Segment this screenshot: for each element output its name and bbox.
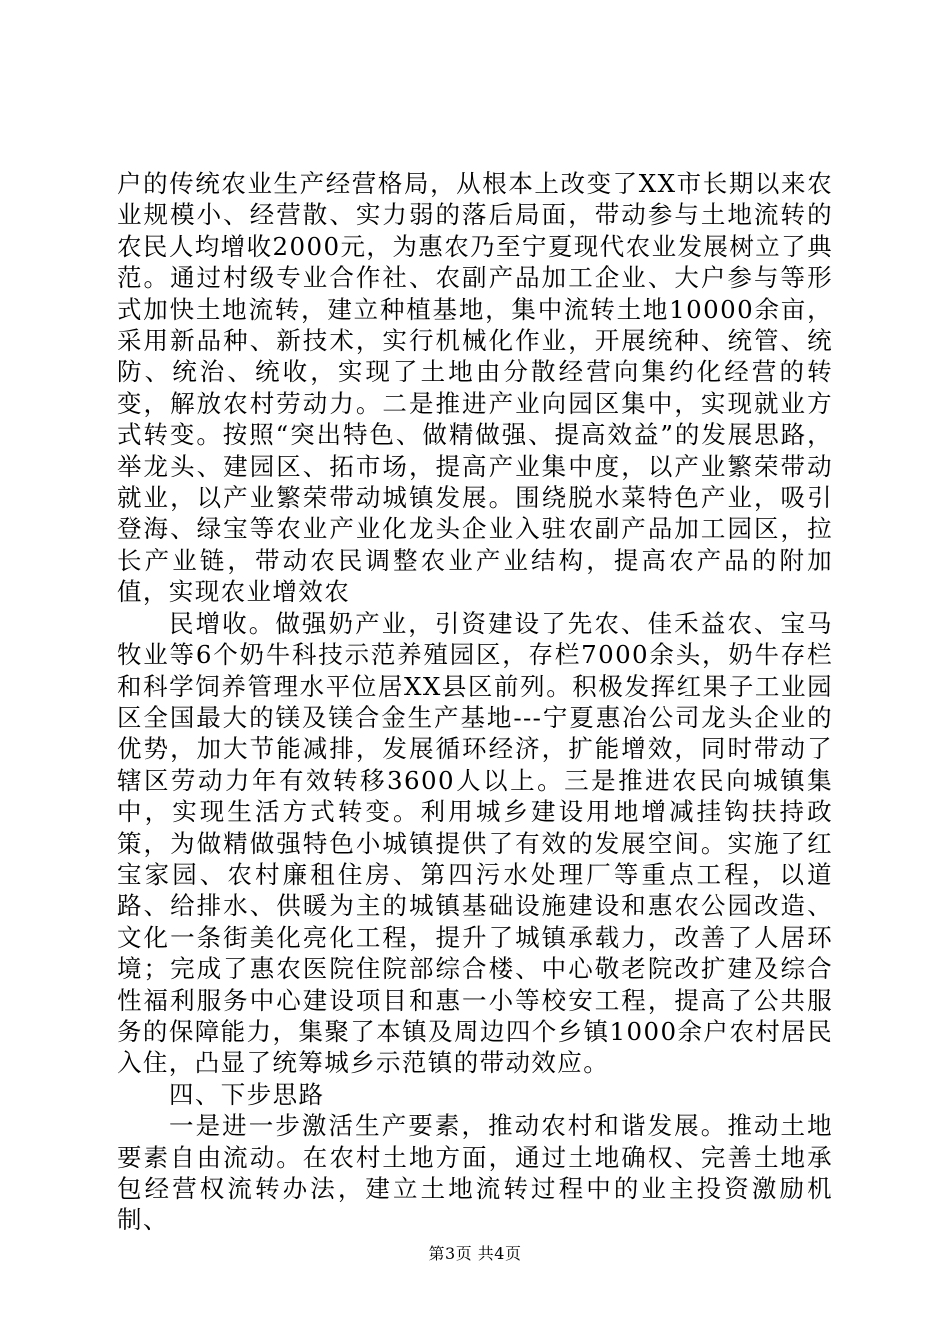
- page-footer: 第3页 共4页: [428, 1244, 522, 1263]
- document-body: [117, 168, 833, 1236]
- paragraph-land-transfer: 户的传统农业生产经营格局，从根本上改变了XX市长期以来农业规模小、经营散、实力弱的落后局面，带动参与土地流转的农民人均增收2000元，为惠农乃至宁夏现代农业发展树立了典范。通过村级专业合作社、农副产品加工企业、大户参与等形式加快土地流转，建立种植基地，集中流转土地10000余亩，采用新品种、新技术，实行机械化作业，开展统种、统管、统防、统治、统收，实现了土地由分散经营向集约化经营的转变，解放农村劳动力。二是推进产业向园区集中，实现就业方式转变。按照“突出特色、做精做强、提高效益”的发展思路，举龙头、建园区、拓市场，提高产业集中度，以产业繁荣带动就业，以产业繁荣带动城镇发展。围绕脱水菜特色产业，吸引登海、绿宝等农业产业化龙头企业入驻农副产品加工园区，拉长产业链，带动农民调整农业产业结构，提高农产品的附加值，实现农业增效农: [117, 169, 833, 607]
- paragraph-farmer-income: 民增收。做强奶产业，引资建设了先农、佳禾益农、宝马牧业等6个奶牛科技示范养殖园区，存栏7000余头，奶牛存栏和科学饲养管理水平位居XX县区前列。积极发挥红果子工业园区全国最大的镁及镁合金生产基地---宁夏惠冶公司龙头企业的优势，加大节能减排，发展循环经济，扩能增效，同时带动了辖区劳动力年有效转移3600人以上。三是推进农民向城镇集中，实现生活方式转变。利用城乡建设用地增减挂钩扶持政策，为做精做强特色小城镇提供了有效的发展空间。实施了红宝家园、农村廉租住房、第四污水处理厂等重点工程，以道路、给排水、供暖为主的城镇基础设施建设和惠农公园改造、文化一条街美化亮化工程，提升了城镇承载力，改善了人居环境；完成了惠农医院住院部综合楼、中心敬老院改扩建及综合性福利服务中心建设项目和惠一小等校安工程，提高了公共服务的保障能力，集聚了本镇及周边四个乡镇1000余户农村居民入住，凸显了统筹城乡示范镇的带动效应。: [117, 608, 833, 1078]
- paragraph-next-steps: 一是进一步激活生产要素，推动农村和谐发展。推动土地要素自由流动。在农村土地方面，通过土地确权、完善土地承包经营权流转办法，建立土地流转过程中的业主投资激励机制、: [117, 1111, 833, 1235]
- section-heading-next-steps: 四、下步思路: [169, 1079, 325, 1109]
